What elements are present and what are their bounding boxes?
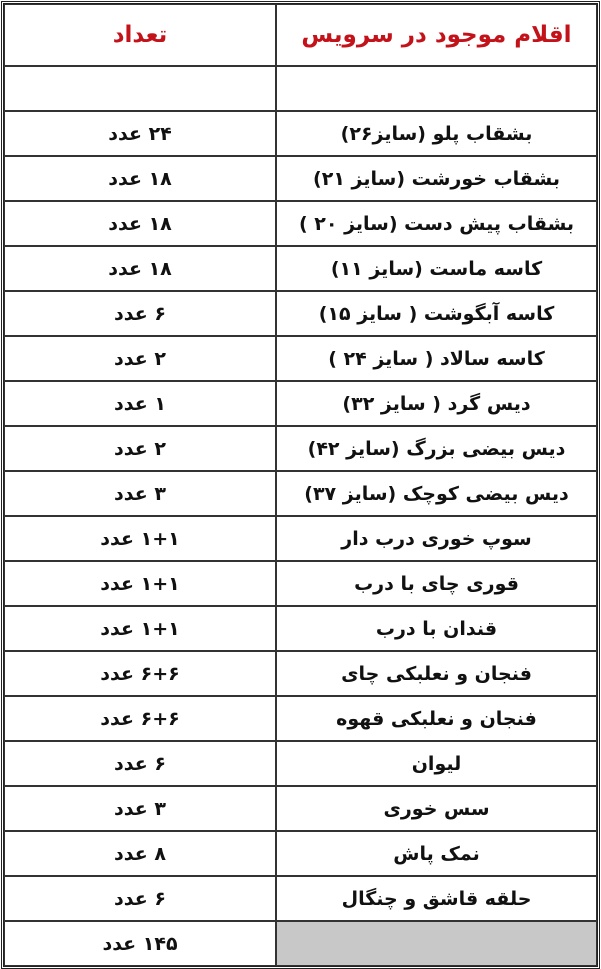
item-name: دیس بیضی بزرگ (سایز ۴۲) xyxy=(307,437,566,460)
table-body xyxy=(4,66,597,966)
item-cell xyxy=(276,426,597,471)
item-cell xyxy=(276,246,597,291)
count-value: ۶ عدد xyxy=(114,752,166,775)
count-cell xyxy=(4,606,276,651)
table-row xyxy=(4,831,597,876)
service-items-table xyxy=(1,1,600,969)
item-cell xyxy=(276,471,597,516)
header-separator xyxy=(4,66,597,111)
count-value: ۱+۱ عدد xyxy=(100,527,180,550)
item-name: نمک پاش xyxy=(393,842,480,865)
count-cell xyxy=(4,561,276,606)
count-cell xyxy=(4,336,276,381)
item-cell xyxy=(276,291,597,336)
table-row xyxy=(4,651,597,696)
item-name: بشقاب خورشت (سایز ۲۱) xyxy=(313,167,560,190)
header-row xyxy=(4,4,597,66)
count-cell xyxy=(4,471,276,516)
count-cell xyxy=(4,426,276,471)
count-cell xyxy=(4,111,276,156)
count-cell xyxy=(4,741,276,786)
count-cell xyxy=(4,156,276,201)
item-cell xyxy=(276,606,597,651)
count-value: ۱ عدد xyxy=(114,392,166,415)
item-name: بشقاب پیش دست (سایز ۲۰ ) xyxy=(298,212,575,235)
table-row xyxy=(4,516,597,561)
table-row xyxy=(4,696,597,741)
table-row xyxy=(4,426,597,471)
item-cell xyxy=(276,651,597,696)
table-row xyxy=(4,291,597,336)
count-value: ۱۸ عدد xyxy=(108,212,172,235)
count-value: ۳ عدد xyxy=(114,797,166,820)
item-cell xyxy=(276,696,597,741)
table-row xyxy=(4,246,597,291)
item-cell xyxy=(276,156,597,201)
count-value: ۲ عدد xyxy=(114,437,166,460)
count-cell xyxy=(4,831,276,876)
item-cell xyxy=(276,741,597,786)
item-name: لیوان xyxy=(411,752,462,775)
item-name: قوری چای با درب xyxy=(354,572,519,595)
table-row xyxy=(4,336,597,381)
count-cell xyxy=(4,876,276,921)
item-name: بشقاب پلو (سایز۲۶) xyxy=(340,122,533,145)
item-cell xyxy=(276,876,597,921)
table-row xyxy=(4,561,597,606)
item-cell xyxy=(276,786,597,831)
item-name: فنجان و نعلبکی چای xyxy=(341,662,532,685)
count-cell xyxy=(4,696,276,741)
total-count-cell xyxy=(4,921,276,966)
item-cell xyxy=(276,561,597,606)
table-row xyxy=(4,876,597,921)
table-row xyxy=(4,606,597,651)
count-value: ۳ عدد xyxy=(114,482,166,505)
item-name: کاسه ماست (سایز ۱۱) xyxy=(330,257,543,280)
count-value: ۲۴ عدد xyxy=(108,122,172,145)
count-cell xyxy=(4,516,276,561)
item-name: سس خوری xyxy=(383,797,490,820)
count-value: ۶ عدد xyxy=(114,302,166,325)
total-row xyxy=(4,921,597,966)
item-cell xyxy=(276,516,597,561)
item-cell xyxy=(276,831,597,876)
count-value: ۱+۱ عدد xyxy=(100,617,180,640)
item-cell xyxy=(276,381,597,426)
table-row xyxy=(4,111,597,156)
count-value: ۶+۶ عدد xyxy=(100,707,180,730)
count-value: ۱۸ عدد xyxy=(108,167,172,190)
total-count-value: ۱۴۵ عدد xyxy=(102,932,178,955)
table-row xyxy=(4,786,597,831)
table-row xyxy=(4,471,597,516)
table-row xyxy=(4,156,597,201)
count-cell xyxy=(4,291,276,336)
table-row xyxy=(4,741,597,786)
total-item-cell xyxy=(276,921,597,966)
item-name: دیس بیضی کوچک (سایز ۳۷) xyxy=(304,482,569,505)
item-column-header: اقلام موجود در سرویس xyxy=(276,4,597,66)
count-cell xyxy=(4,246,276,291)
count-value: ۲ عدد xyxy=(114,347,166,370)
item-name: قندان با درب xyxy=(375,617,498,640)
count-cell xyxy=(4,381,276,426)
item-name: دیس گرد ( سایز ۳۲) xyxy=(342,392,531,415)
item-cell xyxy=(276,111,597,156)
count-value: ۱۸ عدد xyxy=(108,257,172,280)
count-value: ۶ عدد xyxy=(114,887,166,910)
item-cell xyxy=(276,336,597,381)
count-value: ۱+۱ عدد xyxy=(100,572,180,595)
count-cell xyxy=(4,201,276,246)
table-row xyxy=(4,201,597,246)
count-value: ۶+۶ عدد xyxy=(100,662,180,685)
count-value: ۸ عدد xyxy=(114,842,166,865)
item-name: کاسه آبگوشت ( سایز ۱۵) xyxy=(318,302,555,325)
count-cell xyxy=(4,786,276,831)
count-cell xyxy=(4,651,276,696)
item-name: حلقه قاشق و چنگال xyxy=(341,887,532,910)
item-name: فنجان و نعلبکی قهوه xyxy=(336,707,537,730)
table-row xyxy=(4,381,597,426)
count-column-header: تعداد xyxy=(4,4,276,66)
item-name: کاسه سالاد ( سایز ۲۴ ) xyxy=(328,347,545,370)
item-cell xyxy=(276,201,597,246)
item-name: سوپ خوری درب دار xyxy=(341,527,532,550)
